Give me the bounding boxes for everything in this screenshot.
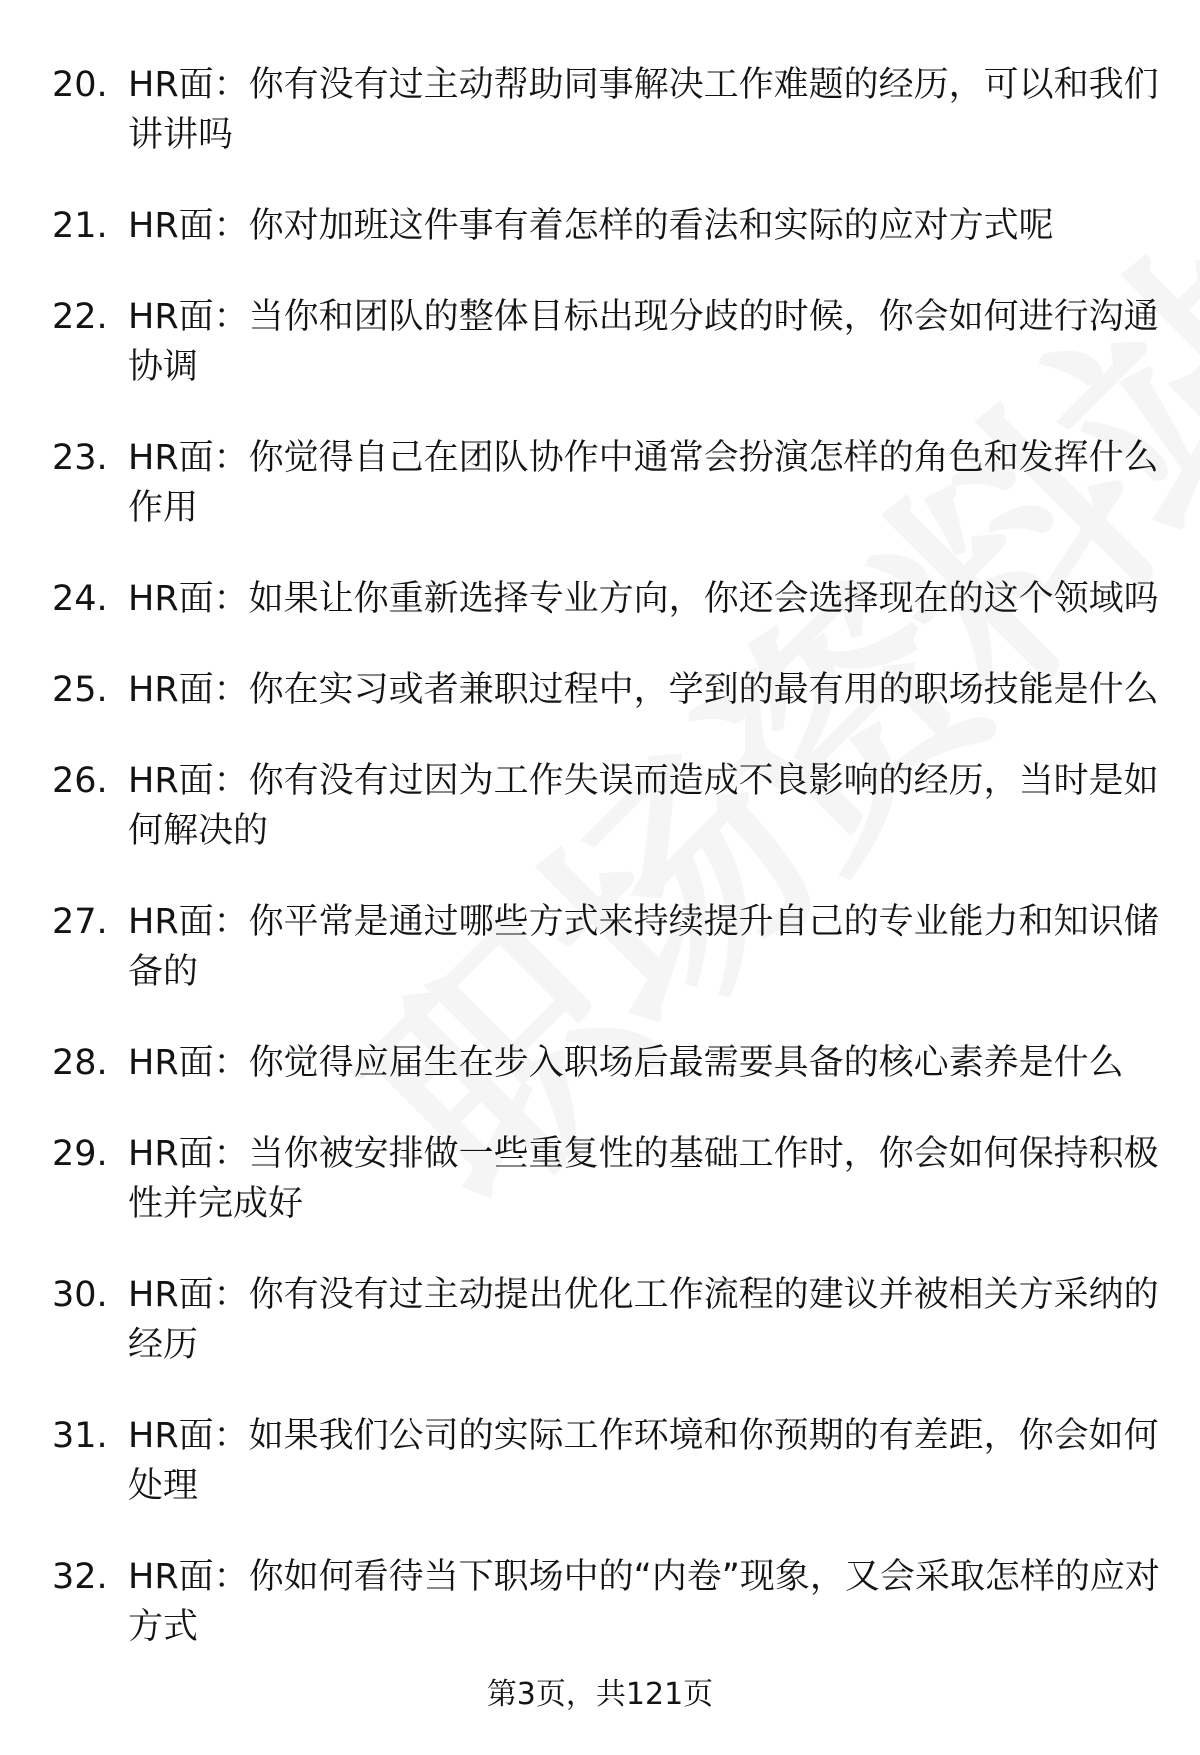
question-number: 22. (52, 297, 108, 337)
page-indicator: 第3页，共121页 (486, 1677, 714, 1712)
question-text: HR面：你对加班这件事有着怎样的看法和实际的应对方式呢 (128, 206, 1054, 246)
list-item (0, 1270, 1200, 1370)
question-number: 25. (52, 670, 108, 710)
question-number: 30. (52, 1275, 108, 1315)
list-item (0, 1552, 1200, 1652)
question-text: HR面：你觉得应届生在步入职场后最需要具备的核心素养是什么 (128, 1043, 1124, 1083)
question-number: 31. (52, 1416, 108, 1456)
question-number: 28. (52, 1043, 108, 1083)
question-number: 27. (52, 902, 108, 942)
list-item (0, 574, 1200, 624)
question-text: HR面：你平常是通过哪些方式来持续提升自己的专业能力和知识储备的 (128, 902, 1159, 992)
question-text: HR面：当你和团队的整体目标出现分歧的时候，你会如何进行沟通协调 (128, 297, 1159, 387)
list-item (0, 1038, 1200, 1088)
list-item (0, 1411, 1200, 1511)
list-item (0, 756, 1200, 856)
question-text: HR面：你如何看待当下职场中的“内卷”现象，又会采取怎样的应对方式 (128, 1557, 1160, 1647)
question-text: HR面：你有没有过主动帮助同事解决工作难题的经历，可以和我们讲讲吗 (128, 65, 1159, 155)
question-number: 26. (52, 761, 108, 801)
question-number: 24. (52, 579, 108, 619)
question-number: 20. (52, 65, 108, 105)
question-text: HR面：你觉得自己在团队协作中通常会扮演怎样的角色和发挥什么作用 (128, 438, 1159, 528)
list-item (0, 665, 1200, 715)
question-number: 23. (52, 438, 108, 478)
question-text: HR面：如果让你重新选择专业方向，你还会选择现在的这个领域吗 (128, 579, 1159, 619)
question-text: HR面：如果我们公司的实际工作环境和你预期的有差距，你会如何处理 (128, 1416, 1159, 1506)
question-text: HR面：你有没有过主动提出优化工作流程的建议并被相关方采纳的经历 (128, 1275, 1159, 1365)
question-text: HR面：你有没有过因为工作失误而造成不良影响的经历，当时是如何解决的 (128, 761, 1159, 851)
list-item (0, 60, 1200, 160)
question-number: 29. (52, 1134, 108, 1174)
question-text: HR面：你在实习或者兼职过程中，学到的最有用的职场技能是什么 (128, 670, 1159, 710)
list-item (0, 201, 1200, 251)
question-list (0, 60, 1200, 1693)
list-item (0, 1129, 1200, 1229)
question-number: 21. (52, 206, 108, 246)
list-item (0, 897, 1200, 997)
question-number: 32. (52, 1557, 108, 1597)
question-text: HR面：当你被安排做一些重复性的基础工作时，你会如何保持积极性并完成好 (128, 1134, 1159, 1224)
list-item (0, 433, 1200, 533)
list-item (0, 292, 1200, 392)
